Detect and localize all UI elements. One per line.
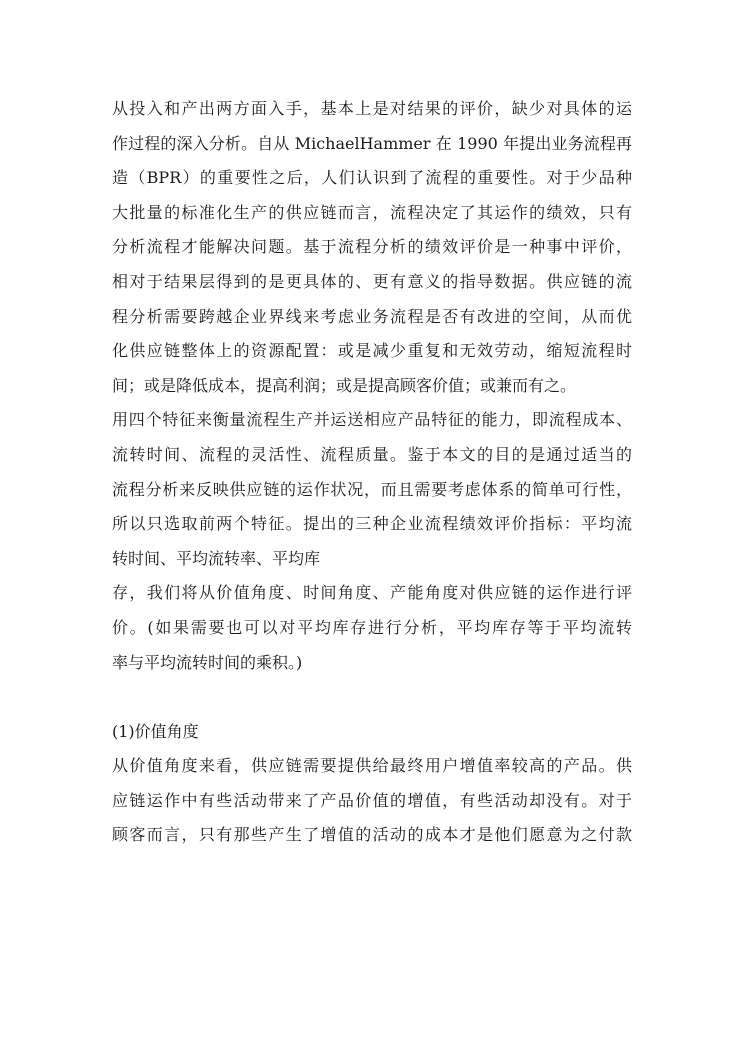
text-line: 用四个特征来衡量流程生产并运送相应产品特征的能力，即流程成本、 [112,410,632,430]
text-line: 率与平均流转时间的乘积。) [112,652,303,672]
text-line: 化供应链整体上的资源配置：或是减少重复和无效劳动，缩短流程时 [112,341,632,361]
text-line: 转时间、平均流转率、平均库 [112,548,321,568]
text-line: 作过程的深入分析。自从 MichaelHammer 在 1990 年提出业务流程再 [112,133,632,153]
text-line: 存，我们将从价值角度、时间角度、产能角度对供应链的运作进行评 [112,583,632,603]
text-line: 流转时间、流程的灵活性、流程质量。鉴于本文的目的是通过适当的 [112,444,632,464]
text-line: 间；或是降低成本，提高利润；或是提高顾客价值；或兼而有之。 [112,375,577,395]
text-line: 应链运作中有些活动带来了产品价值的增值，有些活动却没有。对于 [112,790,632,810]
text-line: 所以只选取前两个特征。提出的三种企业流程绩效评价指标：平均流 [112,514,632,534]
text-line: 分析流程才能解决问题。基于流程分析的绩效评价是一种事中评价， [112,237,632,257]
text-line: 价。(如果需要也可以对平均库存进行分析，平均库存等于平均流转 [112,617,632,637]
text-line: 顾客而言，只有那些产生了增值的活动的成本才是他们愿意为之付款 [112,825,632,845]
text-line: 大批量的标准化生产的供应链而言，流程决定了其运作的绩效，只有 [112,202,632,222]
section-heading: (1)价值角度 [112,721,199,741]
text-line: 造（BPR）的重要性之后，人们认识到了流程的重要性。对于少品种 [112,168,632,188]
text-line: 流程分析来反映供应链的运作状况，而且需要考虑体系的简单可行性， [112,479,632,499]
text-line: 从投入和产出两方面入手，基本上是对结果的评价，缺少对具体的运 [112,99,632,118]
text-line: 相对于结果层得到的是更具体的、更有意义的指导数据。供应链的流 [112,271,632,291]
blank-line [112,680,632,715]
text-line: 程分析需要跨越企业界线来考虑业务流程是否有改进的空间，从而优 [112,306,632,326]
text-line: 从价值角度来看，供应链需要提供给最终用户增值率较高的产品。供 [112,756,632,776]
body-text [112,92,632,853]
